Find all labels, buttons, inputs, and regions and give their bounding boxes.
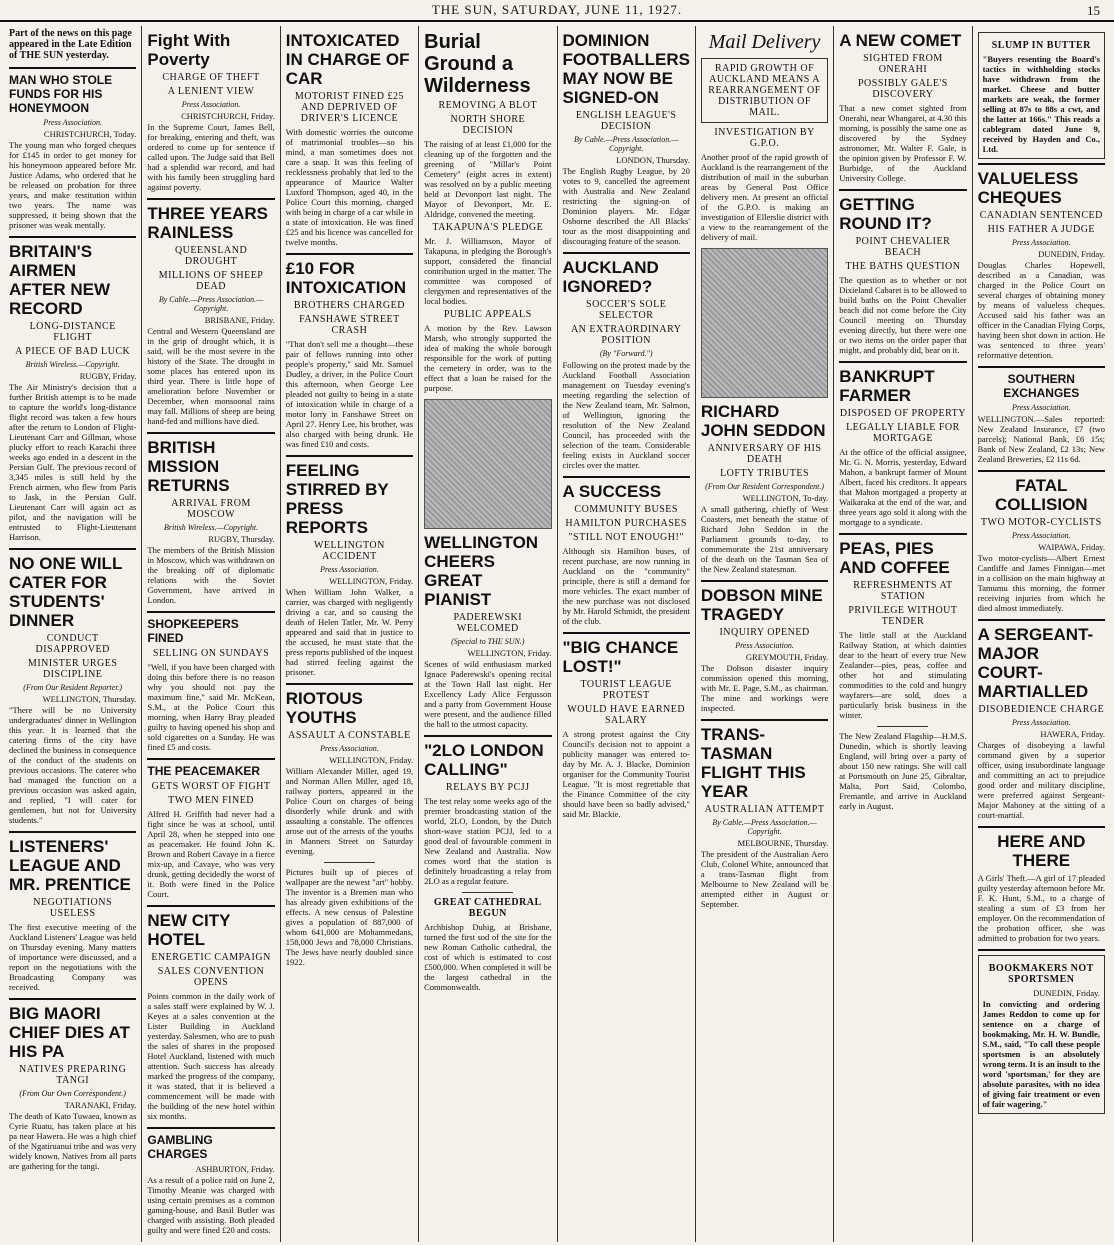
subheadline: A LENIENT VIEW (167, 86, 255, 97)
article-auckland-ignored (563, 258, 690, 470)
seddon-photo (701, 248, 828, 398)
article-cathedral (424, 897, 551, 992)
headline: THE PEACEMAKER (147, 764, 261, 778)
article-2lo-london (424, 741, 551, 886)
article-body: The New Zealand Flagship—H.M.S. Dunedin, which is shortly leaving England, will bring over a party of about 150 new ratings. She will call at Portsmouth on June 25, Gibraltar, Malta, Port Said, Colombo, Fremantle, and arrive in Auckland early in August. (839, 731, 967, 811)
subheadline: CONDUCT DISAPPROVED (35, 633, 110, 655)
boxed-summary: RAPID GROWTH OF AUCKLAND MEANS A REARRANGEMENT OF DISTRIBUTION OF MAIL. (701, 58, 828, 123)
subheadline: ENERGETIC CAMPAIGN (151, 952, 271, 963)
article-getting-round (839, 195, 966, 355)
article-body: Points common in the daily work of a sales staff were explained by W. J. Keyes at a sales convention at the Lister Building in Auckland yesterday. Salesmen, who are to push the sales of shares in the proposed Hotel Auckland, listened with much attention. Such success has already marked the progress of the company, it was stated, that it is believed a commencement will be made with the building of the new hotel within six months. (147, 991, 275, 1121)
headline: A SERGEANT-MAJOR COURT-MARTIALLED (977, 625, 1094, 701)
headline: SHOPKEEPERS FINED (147, 617, 239, 645)
headline: £10 FOR INTOXICATION (285, 259, 407, 297)
subheadline: QUEENSLAND DROUGHT (174, 245, 248, 267)
subheadline: COMMUNITY BUSES (574, 504, 678, 515)
article-mail-delivery (701, 31, 828, 242)
subheadline: ARRIVAL FROM MOSCOW (171, 498, 251, 520)
article-body: "Buyers resenting the Board's tactics in withholding stocks have withdrawn from the market. Cheese and butter markets are weak, the former selling at 87s to 88s a cwt, and the latter at 166s." This reads a cablegram dated June 9, received by Hayden and Co., Ltd. (982, 54, 1100, 154)
dateline: CHRISTCHURCH, Today. (43, 129, 137, 139)
article-body: "There will be no University undergraduates' dinner in Wellington this year. It is learned that the catering firms of the city have declined the business in consequence of the conduct of the students on previous occasions. The caterer who had managed the function on a previous occasion was asked again, and replied, "I will cater for gentlemen, but not for University students." (9, 705, 137, 825)
article-intoxication-brothers (286, 259, 413, 449)
byline: British Wireless.—Copyright. (25, 360, 120, 369)
dateline: WAIPAWA, Friday. (1038, 542, 1105, 552)
dateline: WELLINGTON, Thursday. (42, 694, 137, 704)
dateline: WELLINGTON, Friday. (329, 576, 414, 586)
article-body: Alfred H. Griffith had never had a fight since he was at school, until April 28, when he stepped into one as peacemaker. He found John K. Brown and Robert Cavaye in a fierce mix-up, and Cavaye, who was very drunk, getting decidedly the worst of it. Both were fined in the Police Court. (147, 809, 275, 899)
article-body: The death of Kato Tuwaea, known as Cyrie Ruatu, has taken place at his pa near Hawera. He was a high chief of the Ngatiruanui tribe and was very widely known. Natives from all parts are gathering for the tangi. (9, 1111, 137, 1171)
article-body: A strong protest against the City Council's decision not to appoint a publicity manager was entered to-day by Mr. A. J. Blacke, Dominion organiser for the Community Tourist League. "It is most regrettable that the Finance Committee of the city should have been so badly advised," said Mr. Blackie. (562, 729, 690, 819)
dateline: DUNEDIN, Friday. (1033, 988, 1100, 998)
headline: BRITISH MISSION RETURNS (147, 438, 230, 495)
article-body: Two motor-cyclists—Albert Ernest Cantliffe and James Finnigan—met in a collision on the main highway at Tamumu this morning, the former receiving injuries from which he died almost immediately. (977, 553, 1105, 613)
subheadline: DISOBEDIENCE CHARGE (978, 704, 1105, 715)
subheadline: WELLINGTON ACCIDENT (313, 540, 385, 562)
article-body: In convicting and ordering James Reddon to come up for sentence on a charge of bookmaking, Mr. H. W. Bundle, S.M., said, "To call these people sportsmen is an absolutely wrong term. It is an insult to the word 'sportsman,' for they are absolute parasites, with no idea of giving fair treatment or even of fair wagering." (982, 999, 1100, 1109)
headline: Mail Delivery (708, 31, 821, 53)
subheadline: LONG-DISTANCE FLIGHT (29, 321, 116, 343)
subheadline: NEGOTIATIONS USELESS (33, 897, 113, 919)
subheadline: REMOVING A BLOT (438, 100, 538, 111)
article-body: Another proof of the rapid growth of Auckland is the rearrangement of the distribution of mail in the suburban areas by General Post Office delivery men. At present an official of the G.P.O. is making an investigation of Ellerslie district with a view to the rearrangement of the delivery of mail. (700, 152, 829, 242)
article-press-reports (286, 461, 413, 677)
subheadline: HAMILTON PURCHASES (565, 518, 687, 529)
article-body: A Girls' Theft.—A girl of 17 pleaded guilty yesterday afternoon before Mr. F. K. Hunt, S.M., to a charge of stealing a sum of £3 from her employer. On the recommendation of the probation officer, she was admitted to probation for two years. (977, 873, 1105, 943)
headline: NEW CITY HOTEL (147, 911, 231, 949)
article-burial-ground (424, 31, 551, 393)
subheadline: MOTORIST FINED £25 AND DEPRIVED OF DRIVER'S LICENCE (294, 91, 405, 124)
article-body: The question as to whether or not Dixieland Cabaret is to be allowed to build baths on the Point Chevalier beach did not come before the City Council meeting on Thursday evening directly, but there were one or two items on the order paper that might, and probably did, bear on it. (839, 275, 967, 355)
headline: Burial Ground a Wilderness (424, 31, 531, 97)
article-body: The raising of at least £1,000 for the cleaning up of the forgotten and the greening of "Millar's Point Cemetery" (eight acres in extent) was resolved on by a public meeting held at Devonport last night. The Mayor of Devonport, Mr. E. Aldridge, convened the meeting. (424, 139, 552, 219)
subheadline: GETS WORST OF FIGHT (151, 781, 271, 792)
subheadline: ANNIVERSARY OF HIS DEATH (707, 443, 822, 465)
byline: (From Our Resident Reporter.) (23, 683, 123, 692)
article-body: WELLINGTON.—Sales reported: New Zealand Insurance, £7 (two parcels); National Bank, £6 15s; Bank of New Zealand, £2 13s; New Zealand Breweries, £2 11s 6d. (977, 414, 1105, 464)
subheadline: SOCCER'S SOLE SELECTOR (586, 299, 667, 321)
article-butter-slump (978, 32, 1105, 159)
article-dunedin-flagship (839, 731, 966, 811)
subheadline: SIGHTED FROM ONERAHI (863, 53, 943, 75)
section-heading: PUBLIC APPEALS (443, 309, 532, 320)
headline: MAN WHO STOLE FUNDS FOR HIS HONEYMOON (9, 73, 113, 115)
subheadline: BROTHERS CHARGED (293, 300, 405, 311)
newspaper-title: THE SUN, SATURDAY, JUNE 11, 1927. (431, 2, 683, 17)
article-maori-chief (9, 1004, 136, 1171)
byline: Press Association. (181, 100, 241, 109)
byline: Press Association. (43, 118, 103, 127)
dateline: BRISBANE, Friday. (204, 315, 275, 325)
article-body: In the Supreme Court, James Bell, for breaking, entering and theft, was ordered to come up for sentence if called upon. The Judge said that Bell had a splendid war record, and had with his family been struggling hard against poverty. (147, 122, 275, 192)
column-8 (973, 26, 1110, 1242)
article-body: At the office of the official assignee, Mr. G. N. Morris, yesterday, Edward Mahon, a bankrupt farmer of Mount Albert, faced his creditors. It appears that Mahon mortgaged a property at Waikaraka at the end of the war, and three years ago sold it along with the mortgage to a syndicate. (839, 447, 967, 527)
subheadline: NATIVES PREPARING TANGI (19, 1064, 127, 1086)
byline: British Wireless.—Copyright. (163, 523, 259, 532)
column-3 (281, 26, 419, 1242)
byline: Press Association. (1011, 531, 1071, 540)
subheadline: SELLING ON SUNDAYS (152, 648, 270, 659)
subheadline: MINISTER URGES DISCIPLINE (27, 658, 118, 680)
subheadline: THE BATHS QUESTION (845, 261, 961, 272)
headline: VALUELESS CHEQUES (977, 169, 1079, 207)
article-airmen (9, 242, 136, 542)
column-4 (419, 26, 557, 1242)
dateline: MELBOURNE, Thursday. (737, 838, 829, 848)
article-body: The members of the British Mission in Moscow, which was withdrawn on the breaking off of diplomatic relations with the Soviet Government, have arrived in London. (147, 545, 275, 605)
article-body: Douglas Charles Hopewell, described as a Canadian, was charged in the Police Court on several charges of obtaining money by means of valueless cheques. Accused said his father was an officer in the Canadian Flying Corps, having been shot down in action. He was sentenced to three years' reformative detention. (977, 260, 1105, 360)
subheadline: NORTH SHORE DECISION (450, 114, 526, 136)
column-1 (4, 26, 142, 1242)
pianist-photo (424, 399, 551, 529)
article-court-martial (978, 625, 1105, 820)
headline: DOMINION FOOTBALLERS MAY NOW BE SIGNED-ON (562, 31, 690, 107)
article-body: Archbishop Duhig, at Brisbane, turned the first sod of the site for the new Roman Catholic cathedral, the cost of which is estimated to cost £500,000. When completed it will be the largest cathedral in the Commonwealth. (424, 922, 552, 992)
headline: RICHARD JOHN SEDDON (700, 402, 826, 440)
subheadline: INVESTIGATION BY G.P.O. (714, 127, 815, 149)
dateline: WELLINGTON, Friday. (467, 648, 552, 658)
byline: (From Our Own Correspondent.) (19, 1089, 126, 1098)
subheadline: FANSHAWE STREET CRASH (299, 314, 400, 336)
article-shopkeepers (147, 617, 274, 752)
subheadline: LOFTY TRIBUTES (720, 468, 810, 479)
article-body: Although six Hamilton buses, of recent purchase, are now running in Auckland on the "community" principle, there is still a demand for more vehicles. The exact number of the new purchase was not disclosed by Mr. Harold Schmidt, the president of the club. (562, 546, 690, 626)
headline: "2LO LONDON CALLING" (424, 741, 544, 779)
column-7 (834, 26, 972, 1242)
article-body: Charges of disobeying a lawful command given by a superior officer, using insubordinate language and committing an act to prejudice good order and military discipline, were preferred against Sergeant-Major Mahoney at the sitting of a court-martial. (977, 740, 1105, 820)
byline: Press Association. (1011, 238, 1071, 247)
newspaper-columns (4, 26, 1110, 1242)
article-queensland-drought (147, 204, 274, 426)
byline: By Cable.—Press Association.—Copyright. (573, 135, 679, 153)
byline: Press Association. (1011, 718, 1071, 727)
subheadline: ASSAULT A CONSTABLE (288, 730, 411, 741)
article-body: Central and Western Queensland are in the grip of drought which, it is said, will be the most severe in the history of the State. The drought in some places has entered upon its third year. There is little hope of amelioration before November or December, when monsoonal rains may fall. Millions of sheep are being hand-fed and millions have died. (147, 326, 275, 426)
article-intoxicated-car (286, 31, 413, 247)
subheadline: A PIECE OF BAD LUCK (15, 346, 131, 357)
headline: SOUTHERN EXCHANGES (1003, 372, 1080, 400)
article-body: The first executive meeting of the Auckland Listeners' League was held on Thursday evening. Many matters of importance were discussed, and a report on the negotiations with the Broadcasting Company was received. (9, 922, 137, 992)
article-footballers (563, 31, 690, 246)
headline: LISTENERS' LEAGUE AND MR. PRENTICE (9, 837, 131, 894)
article-southern-exchanges (978, 372, 1105, 464)
subheadline: MILLIONS OF SHEEP DEAD (158, 270, 264, 292)
subheadline: CANADIAN SENTENCED (979, 210, 1103, 221)
headline: A SUCCESS (562, 482, 662, 501)
article-body: Scenes of wild enthusiasm marked Ignace Paderewski's opening recital at the Town Hall last night. Her Excellency Lady Alice Fergusson and a party from Government House were present, and the audience filled the hall to the utmost capacity. (424, 659, 552, 729)
subheadline: WOULD HAVE EARNED SALARY (567, 704, 686, 726)
article-peacemaker (147, 764, 274, 899)
article-listeners-league (9, 837, 136, 992)
masthead (0, 0, 1114, 22)
headline: "BIG CHANCE LOST!" (562, 638, 679, 676)
subheadline: CHARGE OF THEFT (162, 72, 260, 83)
article-body: The little stall at the Auckland Railway Station, at which dainties dear to the heart of every true New Zealander—pies, peas, coffee and other hot and stimulating commodities to the cold and hungry wayfarers—are sold, does a particularly brisk business in the winter. (839, 630, 967, 720)
subheadline: RELAYS BY PCJJ (446, 782, 530, 793)
headline: Fight With Poverty (147, 31, 231, 69)
headline: INTOXICATED IN CHARGE OF CAR (285, 31, 410, 88)
headline: BANKRUPT FARMER (839, 367, 935, 405)
subheadline: SALES CONVENTION OPENS (157, 966, 265, 988)
headline: SLUMP IN BUTTER (991, 40, 1091, 51)
byline: Press Association. (1011, 403, 1071, 412)
headline: A NEW COMET (839, 31, 962, 50)
dateline: RUGBY, Thursday. (208, 534, 275, 544)
subheadline: POSSIBLY GALE'S DISCOVERY (857, 78, 948, 100)
article-british-mission (147, 438, 274, 605)
article-valueless-cheques (978, 169, 1105, 360)
subheadline: POINT CHEVALIER BEACH (855, 236, 951, 258)
article-dobson-mine (701, 586, 828, 713)
subheadline: TOURIST LEAGUE PROTEST (580, 679, 672, 701)
article-gambling (147, 1133, 274, 1235)
article-body: That a new comet sighted from Onerahi, near Whangarei, at 4.30 this morning, is possibly the same one as discovered by the Sydney astronomer, Mr. Walter F. Gale, is the opinion given by Professor F. W. Burbidge, of the Auckland University College. (839, 103, 967, 183)
article-big-chance (563, 638, 690, 819)
article-students-dinner (9, 554, 136, 825)
late-edition-note: Part of the news on this page appeared in the Late Edition of THE SUN yesterday. (9, 28, 132, 61)
dateline: TARANAKI, Friday. (64, 1100, 137, 1110)
article-community-buses (563, 482, 690, 626)
dateline: GREYMOUTH, Friday. (745, 652, 829, 662)
byline: Press Association. (320, 565, 379, 574)
subheadline: AUSTRALIAN ATTEMPT (704, 804, 825, 815)
article-bookmakers (978, 955, 1105, 1114)
article-body: The test relay some weeks ago of the premier broadcasting station of the world, 2LO, London, by the Dutch short-wave station PCJJ, led to a good deal of favourable comment in New Zealand and Australia. Now comes word that the station is definitely broadcasting a relay from 2LO as a regular feature. (424, 796, 552, 886)
article-body: The Air Ministry's decision that a further British attempt is to be made to capture the world's long-distance flight record was taken a few hours after the return to London of Flight-Lieutenant Carr and Gillman, whose plucky effort to reach Karachi three weeks ago ended in a descent in the Persian Gulf. The previous record of 3,345 miles is still held by the French airmen, who flew from Paris to Jask, in the Persian Gulf. Lieutenant Carr will again act as pilot, and the navigation will be entrusted to Flight-Lieutenant Harrison. (9, 382, 137, 542)
article-body: The young man who forged cheques for £145 in order to get money for his honeymoon appeared before Mr. Justice Adams, who ordered that he be released on probation for three years, and make restitution within two years. The name was suppressed, it being shown that the prisoner was weak mentally. (9, 140, 137, 230)
subheadline: PRIVILEGE WITHOUT TENDER (848, 605, 958, 627)
article-new-hotel (147, 911, 274, 1121)
article-body: When William John Walker, a carrier, was charged with negligently driving a car, and so causing the death of Helen Tatler, Mr. W. Perry appeared and said that in justice to the accused, he must state that the press reports published of the inquest had stirred feeling against the prisoner. (285, 587, 414, 677)
headline: TRANS-TASMAN FLIGHT THIS YEAR (700, 725, 806, 801)
headline: PEAS, PIES AND COFFEE (839, 539, 950, 577)
headline: FATAL COLLISION (995, 476, 1088, 514)
article-brief-notes (286, 867, 413, 967)
article-body: Pictures built up of pieces of wallpaper are the newest "art" hobby. The inventor is a Bremen man who has already given exhibitions of the effects. A new census of Palestine gives a population of 887,000 of whom 641,000 are Mohammedans, 158,000 Jews and 78,000 Christians. The Jews have nearly doubled since 1922. (285, 867, 414, 967)
dateline: ASHBURTON, Friday. (195, 1164, 275, 1174)
subheadline: REFRESHMENTS AT STATION (853, 580, 953, 602)
byline: (Special to THE SUN.) (451, 637, 525, 646)
headline: RIOTOUS YOUTHS (285, 689, 363, 727)
subheadline: INQUIRY OPENED (719, 627, 810, 638)
article-fatal-collision (978, 476, 1105, 613)
dateline: WELLINGTON, To-day. (742, 493, 829, 503)
subheadline: ENGLISH LEAGUE'S DECISION (575, 110, 677, 132)
article-paderewski (424, 533, 551, 729)
headline: AUCKLAND IGNORED? (562, 258, 659, 296)
headline: NO ONE WILL CATER FOR STUDENTS' DINNER (9, 554, 123, 630)
byline: By Cable.—Press Association.—Copyright. (158, 295, 264, 313)
headline: GAMBLING CHARGES (147, 1133, 213, 1161)
article-honeymoon (9, 73, 136, 230)
subheadline: TWO MEN FINED (168, 795, 255, 806)
byline: By Cable.—Press Association.—Copyright. (712, 818, 817, 836)
byline: (From Our Resident Correspondent.) (705, 482, 825, 491)
dateline: DUNEDIN, Friday. (1038, 249, 1105, 259)
article-bankrupt-farmer (839, 367, 966, 527)
column-6 (696, 26, 834, 1242)
article-fight-poverty (147, 31, 274, 192)
article-trans-tasman (701, 725, 828, 909)
column-5 (558, 26, 696, 1242)
article-body: As a result of a police raid on June 2, Timothy Meanie was charged with using certain premises as a common gaming-house, and Basil Butler was charged with assisting. Both pleaded guilty and were fined £20 and costs. (147, 1175, 275, 1235)
headline: WELLINGTON CHEERS GREAT PIANIST (424, 533, 539, 609)
subheadline: "STILL NOT ENOUGH!" (568, 532, 684, 543)
dateline: LONDON, Thursday. (616, 155, 690, 165)
article-body: With domestic worries the outcome of matrimonial troubles—so his mind, a man sometimes does not care a snap. It was this feeling of recklessness probably that led to the appearance of Maurice Walter Luxford Thompson, aged 40, in the Police Court this morning, charged with being in charge of a car while in a state of intoxication. He was fined £25 and his licence was cancelled for twelve months. (285, 127, 414, 247)
byline: Press Association. (735, 641, 794, 650)
article-body: The president of the Australian Aero Club, Colonel White, announced that a trans-Tasman flight from Melbourne to New Zealand will be attempted either in August or September. (700, 849, 829, 909)
headline: HERE AND THERE (997, 832, 1086, 870)
dateline: CHRISTCHURCH, Friday. (181, 111, 275, 121)
byline: (By "Forward.") (599, 349, 653, 358)
article-seddon (701, 402, 828, 574)
article-peas-pies (839, 539, 966, 720)
headline: BIG MAORI CHIEF DIES AT HIS PA (9, 1004, 130, 1061)
article-new-comet (839, 31, 966, 183)
section-heading: TAKAPUNA'S PLEDGE (432, 222, 544, 233)
subheadline: HIS FATHER A JUDGE (987, 224, 1096, 235)
article-body: William Alexander Miller, aged 19, and Norman Allen Miller, aged 18, railway porters, appeared in the Police Court on charges of being disorderly while drunk and with assaulting a constable. The offences arose out of the arrests of the youths in Manners Street on Saturday evening. (285, 766, 414, 856)
headline: DOBSON MINE TRAGEDY (700, 586, 823, 624)
article-body: The English Rugby League, by 20 votes to 9, cancelled the agreement with Australia and New Zealand restricting the signing-on of Dominion players. Mr. Edgar Osborne described the All Blacks' tour as the most disappointing and discouraging feature of the season. (562, 166, 690, 246)
article-body: "Well, if you have been charged with doing this before there is no reason why you should not pay the maximum fine," said Mr. McKean, S.M., at the Police Court this morning, when Harry Bray pleaded guilty to having opened his shop and sold cigarettes on a Sunday. He was fined £5 and costs. (147, 662, 275, 752)
page-number: 15 (1087, 3, 1100, 18)
article-body: Following on the protest made by the Auckland Football Association management on Tuesday evening's meeting regarding the selection of the New Zealand team, Mr. Salmon, of Wellington, ignoring the resolution of the New Zealand Council, has proceeded with the selection of the team. Considerable feeling exists in Auckland soccer circles over the matter. (562, 360, 690, 470)
dateline: HAWERA, Friday. (1040, 729, 1105, 739)
headline: FEELING STIRRED BY PRESS REPORTS (285, 461, 389, 537)
headline: THREE YEARS RAINLESS (147, 204, 268, 242)
article-body: A motion by the Rev. Lawson Marsh, who strongly supported the idea of making the whole borough responsible for the work of putting the cemetery in order, was to the effect that a loan be raised for the purpose. (424, 323, 552, 393)
article-riotous-youths (286, 689, 413, 856)
dateline: RUGBY, Friday. (79, 371, 137, 381)
headline: BRITAIN'S AIRMEN AFTER NEW RECORD (9, 242, 111, 318)
subheadline: DISPOSED OF PROPERTY (839, 408, 966, 419)
article-body: Mr. J. Williamson, Mayor of Takapuna, in pledging the Borough's support, considered the financial contribution urged in the matter. The committee was composed of clergymen and representatives of the local bodies. (424, 236, 552, 306)
column-2 (142, 26, 280, 1242)
dateline: WELLINGTON, Friday. (329, 755, 414, 765)
subheadline: AN EXTRAORDINARY POSITION (570, 324, 682, 346)
byline: Press Association. (320, 744, 379, 753)
subheadline: TWO MOTOR-CYCLISTS (980, 517, 1102, 528)
headline: GETTING ROUND IT? (839, 195, 932, 233)
headline: BOOKMAKERS NOT SPORTSMEN (988, 963, 1094, 985)
subheadline: LEGALLY LIABLE FOR MORTGAGE (846, 422, 960, 444)
article-body: A small gathering, chiefly of West Coasters, met beneath the statue of Richard John Seddon in the Parliament grounds to-day, to commemorate the 21st anniversary of the death on the Tasman Sea of the New Zealand statesman. (700, 504, 829, 574)
article-body: "That don't sell me a thought—these pair of fellows running into other people's property," said Mr. Samuel Dudley, a driver, in the Police Court this afternoon, when George Lee pleaded not guilty to being in a state of intoxication while in charge of a motor lorry in Fanshawe Street on April 27. Henry Lee, his brother, was also charged with being drunk. He was fined £10 and costs. (285, 339, 414, 449)
article-here-and-there (978, 832, 1105, 943)
subheadline: PADEREWSKI WELCOMED (453, 612, 523, 634)
article-body: The Dobson disaster inquiry commission opened this morning, with Mr. E. Page, S.M., as chairman. The mine and workings were inspected. (700, 663, 829, 713)
headline: GREAT CATHEDRAL BEGUN (433, 897, 542, 919)
